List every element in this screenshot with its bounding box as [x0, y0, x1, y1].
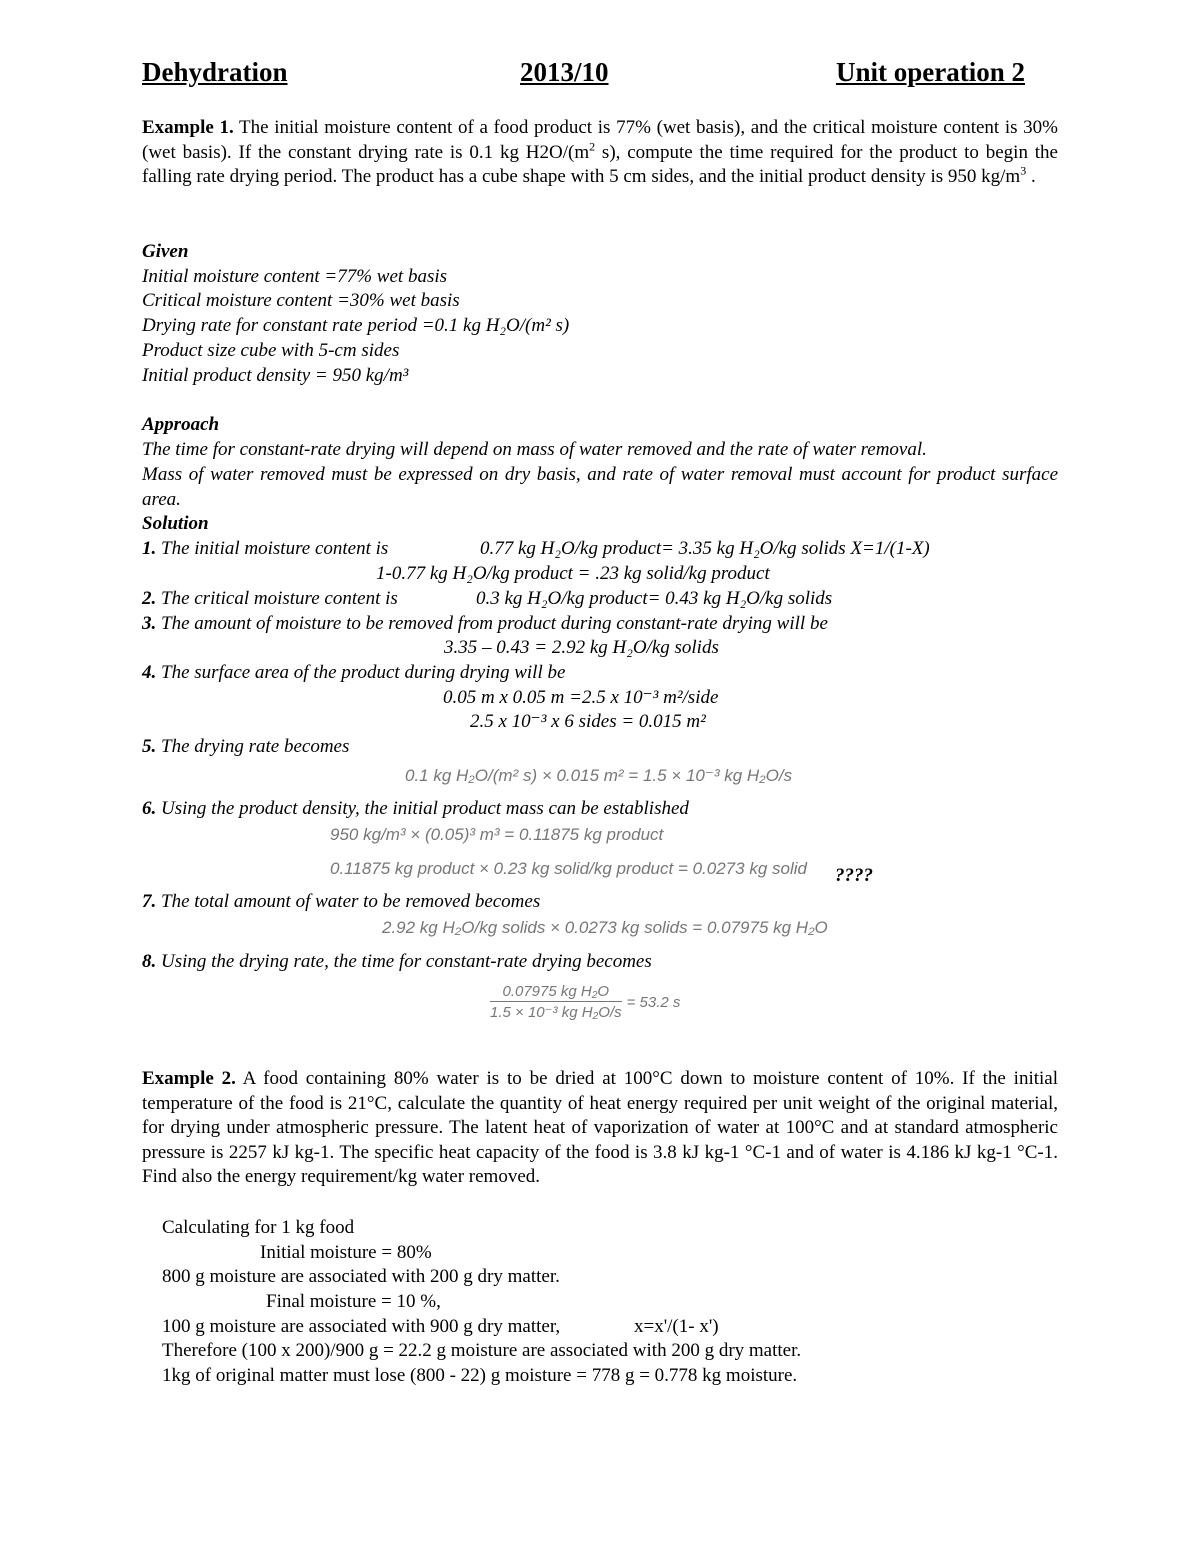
calc-line: Calculating for 1 kg food — [162, 1217, 355, 1238]
step-1-line2: 1-0.77 kg H₂O/kg product = .23 kg solid/kg product — [376, 563, 770, 584]
step-number: 6. — [142, 798, 157, 819]
example1-sup-1: 2 — [589, 139, 596, 154]
solution-step-3 — [142, 612, 828, 636]
step-number: 8. — [142, 951, 157, 972]
header-date: 2013/10 — [520, 57, 609, 87]
step-text: The critical moisture content is — [156, 588, 398, 609]
example2-paragraph — [142, 1067, 1058, 1190]
step-number: 7. — [142, 891, 157, 912]
example2-text: A food containing 80% water is to be dried at 100°C down to moisture content of 10%. If the initial temperature of the food is 21°C, calculate the quantity of heat energy required per unit weight of the original material, for drying under atmospheric pressure. The latent heat of vaporization of water at 100°C and at standard atmospheric pressure is 2257 kJ kg-1. The specific heat capacity of the food is 3.8 kJ kg-1 °C-1 and of water is 4.186 kJ kg-1 °C-1. Find also the energy requirement/kg water removed. — [142, 1068, 1059, 1188]
header-course: Unit operation 2 — [836, 57, 1025, 87]
step-6-note: ???? — [835, 865, 873, 886]
calc-line: 800 g moisture are associated with 200 g dry matter. — [162, 1266, 560, 1287]
example1-text-2: s), compute the time required for the product to begin the falling rate drying period. The product has a cube shape with 5 cm sides, and the initial product density is 950 kg/m — [142, 141, 1058, 188]
step-4-value-1: 0.05 m x 0.05 m =2.5 x 10⁻³ m²/side — [443, 687, 719, 708]
step-text: The drying rate becomes — [156, 736, 350, 757]
step-5-formula: 0.1 kg H₂O/(m² s) × 0.015 m² = 1.5 × 10⁻³ kg H₂O/s — [405, 766, 793, 785]
step-text: Using the drying rate, the time for constant-rate drying becomes — [156, 951, 652, 972]
given-item: Initial moisture content =77% wet basis — [142, 266, 448, 287]
example1-paragraph — [142, 116, 1058, 190]
calc-line: Final moisture = 10 %, — [266, 1291, 441, 1312]
solution-step-2 — [142, 587, 398, 611]
calc-line: 100 g moisture are associated with 900 g dry matter, — [162, 1316, 561, 1337]
step-2-value: 0.3 kg H₂O/kg product= 0.43 kg H₂O/kg solids — [476, 588, 833, 609]
solution-step-4 — [142, 661, 565, 685]
given-heading: Given — [142, 241, 189, 262]
step-number: 3. — [142, 613, 157, 634]
step-number: 2. — [142, 588, 157, 609]
example1-label: Example 1. — [142, 117, 234, 138]
fraction-result: = 53.2 s — [626, 993, 681, 1011]
header-title: Dehydration — [142, 57, 288, 87]
solution-step-6 — [142, 797, 689, 821]
given-item: Drying rate for constant rate period =0.1 kg H₂O/(m² s) — [142, 315, 570, 336]
step-6-formula-2: 0.11875 kg product × 0.23 kg solid/kg product = 0.0273 kg solid — [330, 859, 807, 878]
step-text: Using the product density, the initial product mass can be established — [156, 798, 689, 819]
example1-text-1: The initial moisture content of a food product is 77% (wet basis), and the critical moisture content is 30% (wet basis). If the constant drying rate is 0.1 kg H2O/(m — [142, 117, 1059, 163]
step-text: The amount of moisture to be removed from product during constant-rate drying will be — [156, 613, 828, 634]
solution-step-7 — [142, 890, 540, 914]
step-text: The initial moisture content is — [156, 538, 389, 559]
approach-heading: Approach — [142, 414, 220, 435]
fraction-denominator: 1.5 × 10⁻³ kg H₂O/s — [490, 1004, 622, 1021]
solution-step-1 — [142, 537, 388, 561]
given-item: Initial product density = 950 kg/m³ — [142, 365, 409, 386]
calc-line: 1kg of original matter must lose (800 - 22) g moisture = 778 g = 0.778 kg moisture. — [162, 1365, 798, 1386]
step-text: The total amount of water to be removed becomes — [156, 891, 541, 912]
calc-line: Therefore (100 x 200)/900 g = 22.2 g moisture are associated with 200 g dry matter. — [162, 1340, 802, 1361]
calc-line: Initial moisture = 80% — [260, 1242, 432, 1263]
given-item: Product size cube with 5-cm sides — [142, 340, 400, 361]
approach-line: The time for constant-rate drying will depend on mass of water removed and the rate of water removal. — [142, 439, 927, 460]
solution-heading: Solution — [142, 513, 209, 534]
step-6-formula-1: 950 kg/m³ × (0.05)³ m³ = 0.11875 kg product — [330, 825, 664, 844]
solution-step-5 — [142, 735, 349, 759]
step-1-value: 0.77 kg H₂O/kg product= 3.35 kg H₂O/kg solids X=1/(1-X) — [480, 538, 930, 559]
calc-formula: x=x'/(1- x') — [634, 1316, 719, 1337]
step-number: 5. — [142, 736, 157, 757]
step-7-formula: 2.92 kg H₂O/kg solids × 0.0273 kg solids = 0.07975 kg H₂O — [382, 918, 828, 937]
fraction-numerator: 0.07975 kg H₂O — [490, 983, 622, 1002]
solution-step-8 — [142, 950, 652, 974]
step-4-value-2: 2.5 x 10⁻³ x 6 sides = 0.015 m² — [470, 711, 706, 732]
step-8-fraction — [490, 983, 680, 1021]
example2-label: Example 2. — [142, 1068, 236, 1089]
example1-text-end: . — [1026, 166, 1036, 188]
approach-line: Mass of water removed must be expressed on dry basis, and rate of water removal must account for product surface area. — [142, 464, 1058, 510]
given-item: Critical moisture content =30% wet basis — [142, 290, 460, 311]
example1-sup-2: 3 — [1020, 163, 1027, 178]
step-number: 4. — [142, 662, 157, 683]
step-number: 1. — [142, 538, 157, 559]
step-text: The surface area of the product during drying will be — [156, 662, 566, 683]
step-3-value: 3.35 – 0.43 = 2.92 kg H₂O/kg solids — [444, 637, 719, 658]
